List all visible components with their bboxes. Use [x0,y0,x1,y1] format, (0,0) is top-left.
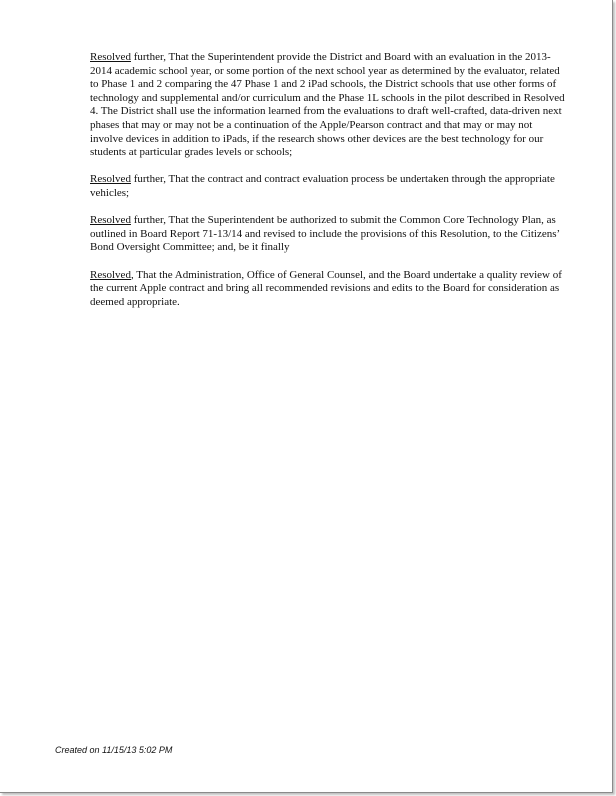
resolved-lead: Resolved [90,173,131,186]
resolution-paragraph-1 [90,51,566,160]
resolved-lead: Resolved [90,51,131,63]
paragraph-text: , That the Administration, Office of General Counsel, and the Board undertake a quality review of the current Apple contract and bring all recommended revisions and edits to the Board for consideration as deemed appropriate. [90,268,562,308]
resolved-lead: Resolved [90,214,131,227]
resolution-paragraph-3 [90,214,566,255]
resolution-paragraph-4 [90,269,566,310]
paragraph-text: further, That the Superintendent be authorized to submit the Common Core Technology Plan, as outlined in Board Report 71-13/14 and revised to include the provisions of this Resolution, to the Citizens’ Bond Oversight Committee; and, be it finally [90,214,560,254]
paragraph-text: further, That the Superintendent provide the District and Board with an evaluation in the 2013-2014 academic school year, or some portion of the next school year as determined by the evaluator, related to Phase 1 and 2 comparing the 47 Phase 1 and 2 iPad schools, the District schools that use other forms of technology and supplemental and/or curriculum and the Phase 1L schools in the pilot described in Resolved 4. The District shall use the information learned from the evaluations to draft well-crafted, data-driven next phases that may or may not be a continuation of the Apple/Pearson contract and that may or may not involve devices in addition to iPads, if the research shows other devices are the best technology for our students at particular grades levels or schools; [90,51,565,159]
resolution-paragraph-2 [90,173,566,200]
created-timestamp-footer: Created on 11/15/13 5:02 PM [55,745,173,755]
paragraph-text: further, That the contract and contract evaluation process be undertaken through the appropriate vehicles; [90,173,555,199]
document-body [90,51,566,323]
resolved-lead: Resolved [90,268,131,281]
